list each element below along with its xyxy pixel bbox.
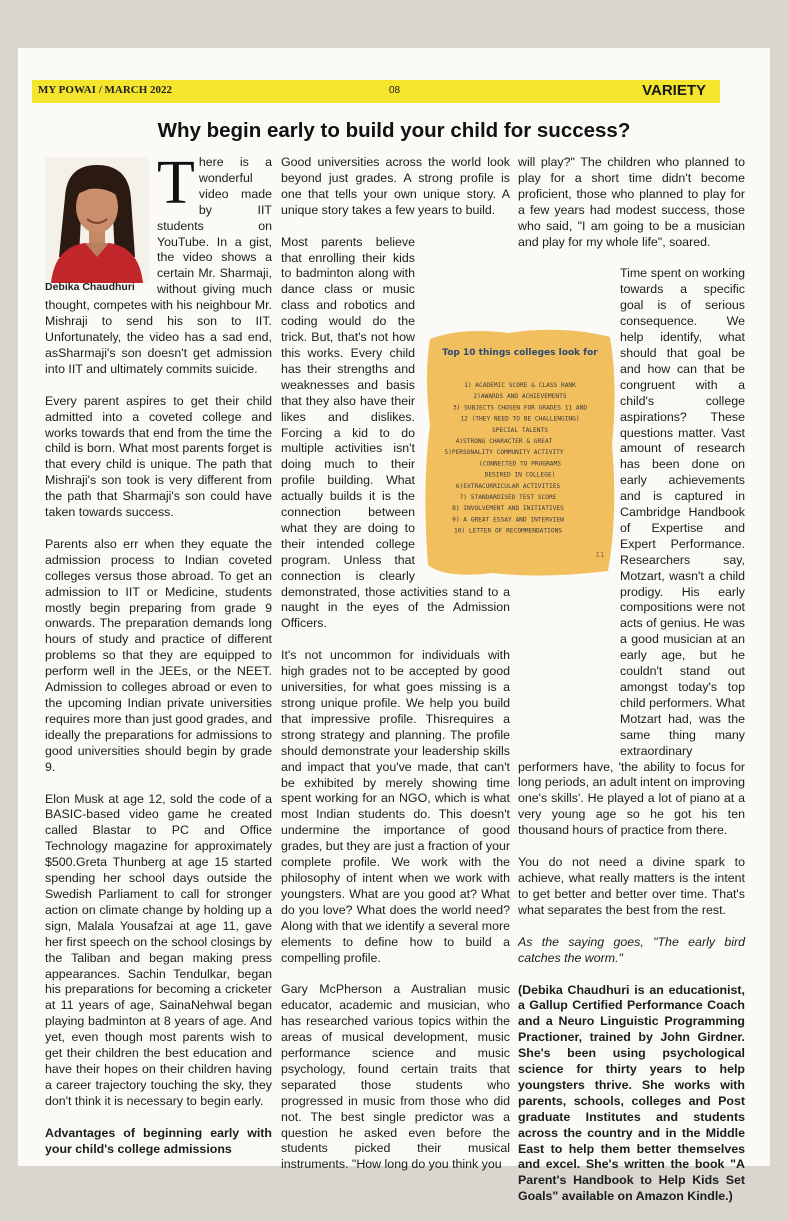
article-headline: Why begin early to build your child for success? xyxy=(157,119,631,142)
infographic-item: 9) A GREAT ESSAY AND INTERVIEW xyxy=(452,516,564,524)
subheading: Advantages of beginning early with your child's college admissions xyxy=(45,1125,272,1156)
infographic-item: 2)AWARDS AND ACHIEVEMENTS xyxy=(473,393,567,401)
paragraph: You do not need a divine spark to achieve, what really matters is the intent to get better and better over time. That's what separates the best from the rest. xyxy=(518,855,745,917)
author-photo xyxy=(45,157,149,283)
infographic-item: 7) STANDARDISED TEST SCORE xyxy=(459,494,557,501)
infographic-mark: 11 xyxy=(595,551,605,559)
paragraph: here is a wonderful video made by IIT students on YouTube. In a gist, the video shows a certain Mr. Sharmaji, without giving much thought, competes with his neighbour Mr. Mishraji to send his son to IIT. Unfortunately, the video has a sad end, asSharmaji's son doesn't get admission into IIT and ultimately commits suicide. xyxy=(45,155,272,376)
paragraph: Every parent aspires to get their child admitted into a coveted college and works towards that end from the time the child is born. What most parents forget is that every child is unique. The path that Mishraji's son took is very different from the path that Sharmaji's son could have taken towards success. xyxy=(45,393,272,520)
infographic-item: 1) ACADEMIC SCORE & CLASS RANK xyxy=(464,382,576,389)
paragraph: Elon Musk at age 12, sold the code of a BASIC-based video game he created called Blastar to PC and Office Technology magazine for approximately $500.Greta Thunberg at age 15 started spending her school days outside the Swedish Parliament to call for stronger action on climate change by holding up a sign, Malala Yousafzai at age 11, gave her first speech on the school closings by the Taliban and began making press appearances. Sachin Tendulkar, began his preparations for becoming a cricketer at 11 years of age, SainaNehwal began playing badminton at 8 years of age. And yet, even though most parents wish to get their children the best education and have their hopes on their children having a career trajectory touching the sky, they don't think it is necessary to begin early. xyxy=(45,791,272,1108)
infographic-item: 8) INVOLVEMENT AND INITIATIVES xyxy=(452,505,564,513)
paragraph: Gary McPherson a Australian music educator, academic and musician, who has researched various topics within the areas of musical development, music performance science and music psychology, found certain traits that separated those students who progressed in music from those who did not. The best single predictor was a question he asked even before the students picked their musical instruments. "How long do you think you xyxy=(281,982,510,1172)
infographic-item: 10) LETTER OF RECOMMENDATIONS xyxy=(453,527,563,535)
paragraph: Good universities across the world look beyond just grades. A strong profile is one that tells your own unique story. A unique story takes a few years to build. xyxy=(281,155,510,217)
article-column-3 xyxy=(518,155,745,1221)
author-caption: Debika Chaudhuri xyxy=(45,281,135,293)
top-10-infographic xyxy=(422,325,618,580)
infographic-item: 6)EXTRACURRICULAR ACTIVITIES xyxy=(455,482,561,490)
article-column-2 xyxy=(281,155,510,1189)
author-bio: (Debika Chaudhuri is an educationist, a Gallup Certified Performance Coach and a Neuro Linguistic Programming Practioner, trained by John Girdner. She's been using psychological science for thirty years to help youngsters thrive. She works with parents, schools, colleges and Post graduate Institutes and students across the country and in the Middle East to help them better themselves and excel. She's written the book "A Parent's Handbook to Help Kids Set Goals" available on Amazon Kindle.) xyxy=(518,982,745,1204)
article-column-1 xyxy=(45,149,272,1173)
paragraph: will play?" The children who planned to play for a short time didn't become proficient, those who planned to play for a few years had modest success, those who said, "I am going to be a musician and play for my whole life", soared. xyxy=(518,155,745,249)
paragraph: Most parents believe that enrolling their kids to badminton along with dance class or music class and robotics and coding would do the trick. But, that's not how this works. Every child has their strengths and weaknesses and basis that they also have their likes and dislikes. Forcing a kid to do multiple activities isn't doing much to their profile building. What actually builds it is the connection between what they are doing to their intended college program. Unless that connection is clearly demonstrated, those activities stand to a naught in the eyes of the Admission Officers. xyxy=(281,234,510,631)
paragraph: Parents also err when they equate the admission process to Indian coveted colleges versus those abroad. To get an admission to IIT or Medicine, students mostly begin preparing from grade 9 onwards. The preparation demands long hours of study and practice of different problems so that they are equipped to perform well in the JEEs, or the NEET. Admission to colleges abroad or even to the upcoming Indian private universities requires more than just good grades, and ideally the preparations for admissions to good universities should begin by grade 9. xyxy=(45,536,272,774)
publication-date: MY POWAI / MARCH 2022 xyxy=(38,84,173,96)
paragraph: Time spent on working towards a specific goal is of serious consequence. We help identify, what should that goal be and how can that be congruent with a child's college aspirations? These questions matter. Vast amount of research has been done on early achievements and is captured in Cambridge Handbook of Expertise and Expert Performance. Researchers say, Motzart, wasn't a child prodigy. His early compositions were not acts of genius. He was a good musician at an early age, but he couldn't stand out amongst today's top child performers. What Motzart had, was the same thing many extraordinary performers have, 'the ability to focus for long periods, an adult intent on improving one's skills'. He played a lot of piano at a very young age so he got his ten thousand hours of practice from there. xyxy=(518,266,745,838)
paragraph: It's not uncommon for individuals with high grades not to be accepted by good universities, for what goes missing is a strong unique profile. We help you build that impressive profile. Thisrequires a strong strategy and planning. The profile should demonstrate your leadership skills and impact that you've made, that can't be exhibited by merely showing time spent working for an NGO, which is what most Indian students do. This doesn't undermine the importance of good grades, but they are just a fraction of your complete profile. We work with the philosophy of intent when we work with youngsters. What are you good at? What do you love? What does the world need? Along with that we identify a several more elements to define how to build a compelling profile. xyxy=(281,648,510,965)
infographic-item: 4)STRONG CHARACTER & GREAT xyxy=(455,438,553,445)
page-number: 08 xyxy=(389,85,401,96)
page-header-bar xyxy=(32,80,720,103)
infographic-item: SPECIAL TALENTS xyxy=(492,426,548,434)
section-label: VARIETY xyxy=(642,82,706,99)
infographic-item: 12 (THEY NEED TO BE CHALLENGING) xyxy=(460,415,580,423)
infographic-item: (CONNECTED TO PROGRAMS xyxy=(479,460,561,468)
closing-quote: As the saying goes, "The early bird catches the worm." xyxy=(518,934,745,965)
infographic-item: DESIRED IN COLLEGE) xyxy=(484,471,556,479)
drop-cap: T xyxy=(157,149,195,217)
infographic-title: Top 10 things colleges look for xyxy=(442,348,598,358)
infographic-item: 3) SUBJECTS CHOSEN FOR GRADES 11 AND xyxy=(452,404,588,412)
infographic-item: 5)PERSONALITY COMMUNITY ACTIVITY xyxy=(444,449,564,457)
